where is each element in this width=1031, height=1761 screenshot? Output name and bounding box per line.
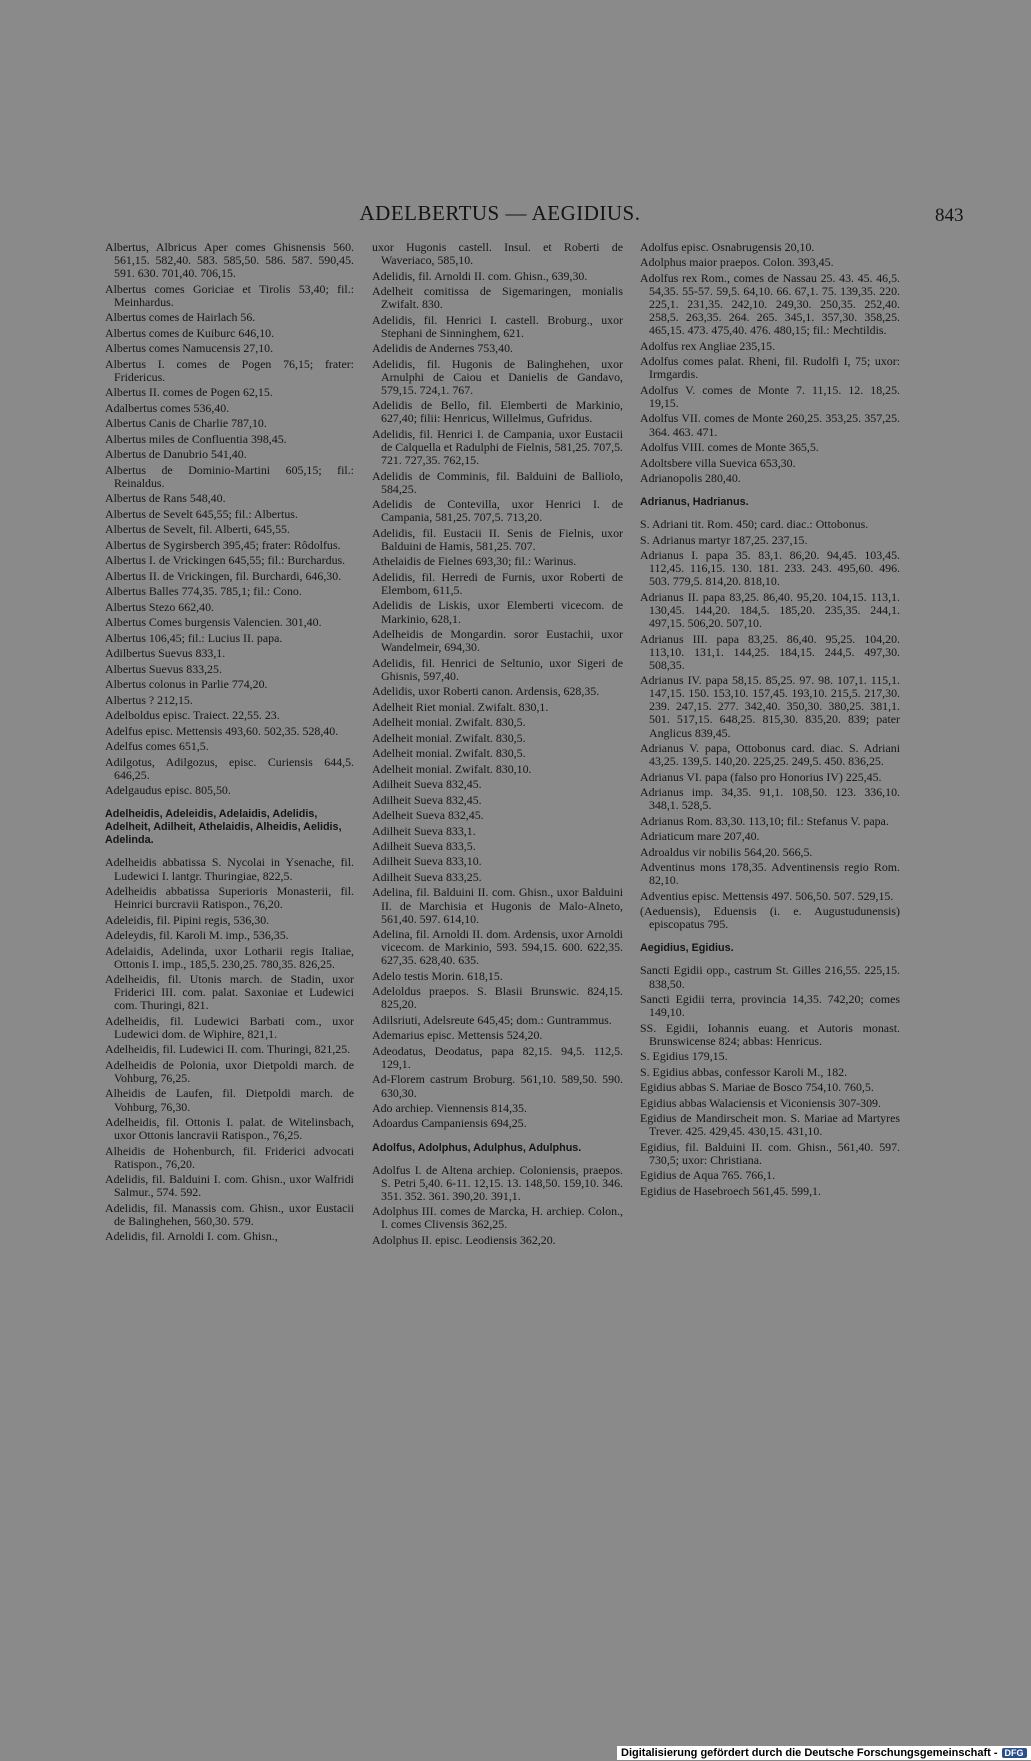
index-entry: Egidius abbas Walaciensis et Viconiensis 307-309.	[640, 1095, 881, 1110]
index-entry: S. Egidius 179,15.	[640, 1049, 728, 1064]
index-entry: Adelfus comes 651,5.	[105, 739, 209, 754]
section-heading: Adrianus, Hadrianus.	[640, 496, 749, 509]
index-entry: Adelheidis abbatissa Superioris Monasterii, fil. Heinrici burcravii Ratispon., 76,20.	[105, 884, 354, 912]
index-entry: Adelidis, fil. Henrici I. castell. Broburg., uxor Stephani de Sinninghem, 621.	[372, 312, 623, 340]
index-entry: SS. Egidii, Iohannis euang. et Autoris monast. Brunswicense 824; abbas: Henricus.	[640, 1020, 900, 1048]
section-heading: Adolfus, Adolphus, Adulphus, Adulphus.	[372, 1141, 582, 1154]
index-entry: (Aeduensis), Eduensis (i. e. Augustudunensis) episcopatus 795.	[640, 904, 900, 932]
index-entry: Adelina, fil. Balduini II. com. Ghisn., uxor Balduini II. de Marchisia et Hugonis de Malo-Alneto, 561,40. 597. 614,10.	[372, 885, 623, 926]
index-entry: Albertus Stezo 662,40.	[105, 599, 214, 614]
index-entry: Adeloldus praepos. S. Blasii Brunswic. 824,15. 825,20.	[372, 984, 623, 1012]
index-entry: Adelheidis, fil. Ottonis I. palat. de Witelinsbach, uxor Ottonis lancravii Ratispon., 76,25.	[105, 1115, 354, 1143]
index-entry: Adelheit monial. Zwifalt. 830,5.	[372, 746, 526, 761]
index-entry: Adelidis, fil. Henrici de Seltunio, uxor Sigeri de Ghisnis, 597,40.	[372, 655, 623, 683]
index-entry: Albertus Canis de Charlie 787,10.	[105, 416, 267, 431]
index-entry: Adrianus III. papa 83,25. 86,40. 95,25. 104,20. 113,10. 131,1. 144,25. 184,15. 244,5. 497,30. 508,35.	[640, 631, 900, 672]
section-heading: Adelheidis, Adeleidis, Adelaidis, Adelidis, Adelheit, Adilheit, Athelaidis, Alheidis, Aelidis, Adelinda.	[105, 808, 342, 847]
index-entry: Adilheit Sueva 833,5.	[372, 839, 476, 853]
funding-footer	[617, 1746, 1031, 1760]
index-entry: Adrianus Rom. 83,30. 113,10; fil.: Stefanus V. papa.	[640, 813, 889, 828]
index-entry: Adolphus III. comes de Marcka, H. archiep. Colon., I. comes Clivensis 362,25.	[372, 1204, 623, 1232]
index-entry: Albertus ? 212,15.	[105, 692, 193, 707]
index-entry: Adolphus maior praepos. Colon. 393,45.	[640, 255, 834, 270]
index-entry: Albertus comes Goriciae et Tirolis 53,40; fil.: Meinhardus.	[105, 281, 354, 309]
index-entry: S. Egidius abbas, confessor Karoli M., 182.	[640, 1064, 848, 1079]
index-entry: Adelidis de Comminis, fil. Balduini de Balliolo, 584,25.	[372, 468, 623, 496]
index-column-right	[640, 241, 900, 1200]
index-entry: Ademarius episc. Mettensis 524,20.	[372, 1028, 543, 1043]
index-entry: Adelheidis abbatissa S. Nycolai in Ysenache, fil. Ludewici I. lantgr. Thuringiae, 822,5.	[105, 855, 354, 883]
index-entry: Albertus de Dominio-Martini 605,15; fil.: Reinaldus.	[105, 462, 354, 490]
index-entry: Adilheit Sueva 833,1.	[372, 823, 476, 838]
index-entry: Albertus de Rans 548,40.	[105, 491, 226, 506]
index-entry: Adelheidis de Polonia, uxor Dietpoldi march. de Vohburg, 76,25.	[105, 1057, 354, 1085]
index-column-left	[105, 241, 354, 1246]
index-entry: Adelidis de Liskis, uxor Elemberti vicecom. de Markinio, 628,1.	[372, 598, 623, 626]
section-heading: Aegidius, Egidius.	[640, 942, 734, 955]
index-entry: Adrianus I. papa 35. 83,1. 86,20. 94,45. 103,45. 112,45. 116,15. 130. 181. 233. 243. 495,60. 496. 503. 779,5. 814,20. 818,10.	[640, 548, 900, 589]
index-entry: Adolfus I. de Altena archiep. Coloniensis, praepos. S. Petri 5,40. 6-11. 12,15. 13. 148,50. 159,10. 346. 351. 352. 361. 390,20. 391,1.	[372, 1162, 623, 1203]
index-entry: Adelidis, fil. Arnoldi II. com. Ghisn., 639,30.	[372, 268, 588, 283]
index-entry: Adelo testis Morin. 618,15.	[372, 968, 503, 983]
index-entry: Athelaidis de Fielnes 693,30; fil.: Warinus.	[372, 554, 577, 569]
index-entry: Egidius abbas S. Mariae de Bosco 754,10. 760,5.	[640, 1080, 874, 1095]
index-entry: Adelheit comitissa de Sigemaringen, monialis Zwifalt. 830.	[372, 284, 623, 312]
index-entry: Adelidis, fil. Arnoldi I. com. Ghisn.,	[105, 1229, 278, 1244]
index-entry: Adrianus VI. papa (falso pro Honorius IV) 225,45.	[640, 769, 882, 784]
index-entry: Albertus Balles 774,35. 785,1; fil.: Cono.	[105, 584, 302, 599]
index-entry: Albertus de Sygirsberch 395,45; frater: Rôdolfus.	[105, 537, 341, 552]
index-entry: Adelheidis, fil. Ludewici II. com. Thuringi, 821,25.	[105, 1042, 351, 1057]
index-entry: Adelidis, fil. Eustacii II. Senis de Fielnis, uxor Balduini de Hamis, 581,25. 707.	[372, 525, 623, 553]
index-entry: Albertus Suevus 833,25.	[105, 661, 222, 676]
index-entry: Adelfus episc. Mettensis 493,60. 502,35. 528,40.	[105, 723, 339, 738]
index-entry: Albertus Comes burgensis Valencien. 301,40.	[105, 615, 322, 630]
index-entry: Adelheit Riet monial. Zwifalt. 830,1.	[372, 699, 549, 714]
index-entry: Adelidis de Bello, fil. Elemberti de Markinio, 627,40; filii: Henricus, Willelmus, Gufridus.	[372, 398, 623, 426]
index-entry: Adolphus II. episc. Leodiensis 362,20.	[372, 1232, 556, 1247]
index-entry: Adelidis de Andernes 753,40.	[372, 341, 514, 356]
index-entry: Albertus de Sevelt, fil. Alberti, 645,55.	[105, 522, 290, 537]
index-entry: Albertus, Albricus Aper comes Ghisnensis 560. 561,15. 582,40. 583. 585,50. 586. 587. 590,45. 591. 630. 701,40. 706,15.	[105, 240, 354, 281]
index-entry: Ad-Florem castrum Broburg. 561,10. 589,50. 590. 630,30.	[372, 1072, 623, 1100]
index-entry: uxor Hugonis castell. Insul. et Roberti de Waveriaco, 585,10.	[372, 240, 623, 268]
index-entry: Albertus de Sevelt 645,55; fil.: Albertus.	[105, 506, 298, 521]
index-entry: Adolfus rex Angliae 235,15.	[640, 338, 776, 353]
index-entry: Adelidis, fil. Herredi de Furnis, uxor Roberti de Elembom, 611,5.	[372, 569, 623, 597]
index-entry: Adolfus VIII. comes de Monte 365,5.	[640, 440, 819, 455]
index-entry: Adilheit Sueva 833,10.	[372, 854, 482, 869]
index-entry: Egidius de Hasebroech 561,45. 599,1.	[640, 1183, 821, 1198]
index-entry: Albertus comes de Kuiburc 646,10.	[105, 325, 275, 340]
index-entry: Adeleydis, fil. Karoli M. imp., 536,35.	[105, 928, 289, 943]
index-entry: Adelheit monial. Zwifalt. 830,10.	[372, 761, 532, 776]
running-header-title: ADELBERTUS — AEGIDIUS.	[359, 201, 641, 225]
index-entry: Albertus II. comes de Pogen 62,15.	[105, 385, 273, 400]
index-entry: Adelidis, uxor Roberti canon. Ardensis, 628,35.	[372, 684, 600, 699]
index-entry: Adrianus imp. 34,35. 91,1. 108,50. 123. 336,10. 348,1. 528,5.	[640, 785, 900, 813]
index-entry: Adelgaudus episc. 805,50.	[105, 783, 231, 798]
index-entry: Adoltsbere villa Suevica 653,30.	[640, 455, 796, 470]
index-entry: Adelidis, fil. Henrici I. de Campania, uxor Eustacii de Calquella et Radulphi de Fielnis, 581,25. 707,5. 721. 727,35. 762,15.	[372, 426, 623, 468]
page-number: 843	[935, 205, 964, 226]
index-entry: Adilsriuti, Adelsreute 645,45; dom.: Guntrammus.	[372, 1012, 612, 1027]
index-entry: Adelheit monial. Zwifalt. 830,5.	[372, 715, 526, 730]
dfg-logo: DFG	[1002, 1748, 1027, 1758]
index-entry: Albertus comes Namucensis 27,10.	[105, 341, 274, 356]
footer-text: Digitalisierung gefördert durch die Deutsche Forschungsgemeinschaft -	[621, 1747, 998, 1759]
index-entry: Adolfus V. comes de Monte 7. 11,15. 12. 18,25. 19,15.	[640, 382, 900, 410]
index-entry: Albertus miles de Confluentia 398,45.	[105, 431, 287, 446]
index-entry: Adelaidis, Adelinda, uxor Lotharii regis Italiae, Ottonis I. imp., 185,5. 230,25. 780,35. 826,25.	[105, 943, 354, 971]
index-entry: Adolfus episc. Osnabrugensis 20,10.	[640, 240, 815, 254]
index-column-middle	[372, 241, 623, 1249]
index-entry: Adelidis, fil. Hugonis de Balinghehen, uxor Arnulphi de Caiou et Danielis de Gandavo, 579,15. 724,1. 767.	[372, 356, 623, 397]
index-entry: S. Adriani tit. Rom. 450; card. diac.: Ottobonus.	[640, 517, 869, 532]
index-entry: Albertus 106,45; fil.: Lucius II. papa.	[105, 630, 283, 645]
index-entry: Adelidis, fil. Manassis com. Ghisn., uxor Eustacii de Balinghehen, 560,30. 579.	[105, 1200, 354, 1228]
index-entry: Alheidis de Hohenburch, fil. Friderici advocati Ratispon., 76,20.	[105, 1143, 354, 1171]
index-entry: Albertus II. de Vrickingen, fil. Burchardi, 646,30.	[105, 568, 342, 583]
index-entry: Adelheit monial. Zwifalt. 830,5.	[372, 730, 526, 745]
index-entry: Adelboldus episc. Traiect. 22,55. 23.	[105, 708, 280, 723]
index-entry: Adelheidis, fil. Utonis march. de Stadin, uxor Friderici III. com. palat. Saxoniae et Ludewici com. Thuringi, 821.	[105, 972, 354, 1013]
index-entry: Albertus de Danubrio 541,40.	[105, 447, 247, 462]
index-entry: Adelheidis, fil. Ludewici Barbati com., uxor Ludewici dom. de Wiphire, 821,1.	[105, 1013, 354, 1041]
index-entry: Sancti Egidii opp., castrum St. Gilles 216,55. 225,15. 838,50.	[640, 963, 900, 991]
index-entry: Alheidis de Laufen, fil. Dietpoldi march. de Vohburg, 76,30.	[105, 1086, 354, 1114]
index-entry: Adolfus rex Rom., comes de Nassau 25. 43. 45. 46,5. 54,35. 55-57. 59,5. 64,10. 66. 67,1. 75. 139,35. 220. 225,1. 231,35. 242,10. 249,30. 250,35. 252,40. 258,5. 263,35. 264. 265. 345,1. 357,30. 358,25. 465,15. 473. 475,40. 476. 480,15; fil.: Mechtildis.	[640, 270, 900, 338]
index-entry: Adrianus V. papa, Ottobonus card. diac. S. Adriani 43,25. 139,5. 140,20. 225,25. 249,5. 450. 836,25.	[640, 741, 900, 769]
index-entry: Albertus comes de Hairlach 56.	[105, 310, 256, 325]
index-entry: Adeodatus, Deodatus, papa 82,15. 94,5. 112,5. 129,1.	[372, 1043, 623, 1071]
index-entry: S. Adrianus martyr 187,25. 237,15.	[640, 532, 808, 547]
index-entry: Adilheit Sueva 833,25.	[372, 869, 482, 884]
index-entry: Adelina, fil. Arnoldi II. dom. Ardensis, uxor Arnoldi vicecom. de Markinio, 593. 594,15. 600. 622,35. 627,35. 628,40. 635.	[372, 927, 623, 968]
index-entry: Egidius de Aqua 765. 766,1.	[640, 1168, 776, 1183]
index-entry: Ado archiep. Viennensis 814,35.	[372, 1100, 527, 1115]
index-entry: Albertus colonus in Parlie 774,20.	[105, 677, 268, 692]
index-entry: Adelidis de Contevilla, uxor Henrici I. de Campania, 581,25. 707,5. 713,20.	[372, 497, 623, 525]
index-entry: Adeleidis, fil. Pipini regis, 536,30.	[105, 912, 270, 927]
index-entry: Adalbertus comes 536,40.	[105, 400, 230, 415]
index-entry: Adolfus comes palat. Rheni, fil. Rudolfi I, 75; uxor: Irmgardis.	[640, 354, 900, 382]
index-entry: Adilheit Sueva 832,45.	[372, 777, 482, 792]
index-entry: Adriaticum mare 207,40.	[640, 829, 760, 844]
index-entry: Adolfus VII. comes de Monte 260,25. 353,25. 357,25. 364. 463. 471.	[640, 411, 900, 439]
index-entry: Adelheidis de Mongardin. soror Eustachii, uxor Wandelmeir, 694,30.	[372, 627, 623, 655]
index-entry: Adrianopolis 280,40.	[640, 471, 741, 486]
index-entry: Egidius, fil. Balduini II. com. Ghisn., 561,40. 597. 730,5; uxor: Christiana.	[640, 1139, 900, 1167]
index-entry: Adventius episc. Mettensis 497. 506,50. 507. 529,15.	[640, 888, 894, 903]
index-entry: Albertus I. de Vrickingen 645,55; fil.: Burchardus.	[105, 553, 346, 568]
index-entry: Adventinus mons 178,35. Adventinensis regio Rom. 82,10.	[640, 860, 900, 888]
index-entry: Adelidis, fil. Balduini I. com. Ghisn., uxor Walfridi Salmur., 574. 592.	[105, 1172, 354, 1200]
index-entry: Adoardus Campaniensis 694,25.	[372, 1116, 527, 1131]
index-entry: Adilbertus Suevus 833,1.	[105, 646, 226, 661]
index-entry: Adroaldus vir nobilis 564,20. 566,5.	[640, 844, 813, 859]
index-entry: Adrianus II. papa 83,25. 86,40. 95,20. 104,15. 113,1. 130,45. 144,20. 184,5. 185,20. 235,35. 244,1. 497,15. 506,20. 507,10.	[640, 589, 900, 631]
index-entry: Adrianus IV. papa 58,15. 85,25. 97. 98. 107,1. 115,1. 147,15. 150. 153,10. 157,45. 193,10. 215,5. 217,30. 239. 247,15. 277. 342,40. 350,30. 380,25. 381,1. 501. 517,15. 648,25. 815,30. 835,20. 839; pater Anglicus 839,45.	[640, 673, 900, 740]
index-entry: Egidius de Mandirscheit mon. S. Mariae ad Martyres Trever. 425. 429,45. 430,15. 431,10.	[640, 1111, 900, 1139]
index-entry: Adilgotus, Adilgozus, episc. Curiensis 644,5. 646,25.	[105, 754, 354, 782]
index-entry: Adelheit Sueva 832,45.	[372, 808, 484, 823]
index-entry: Adilheit Sueva 832,45.	[372, 792, 482, 807]
index-entry: Albertus I. comes de Pogen 76,15; frater: Fridericus.	[105, 356, 354, 384]
index-entry: Sancti Egidii terra, provincia 14,35. 742,20; comes 149,10.	[640, 992, 900, 1020]
